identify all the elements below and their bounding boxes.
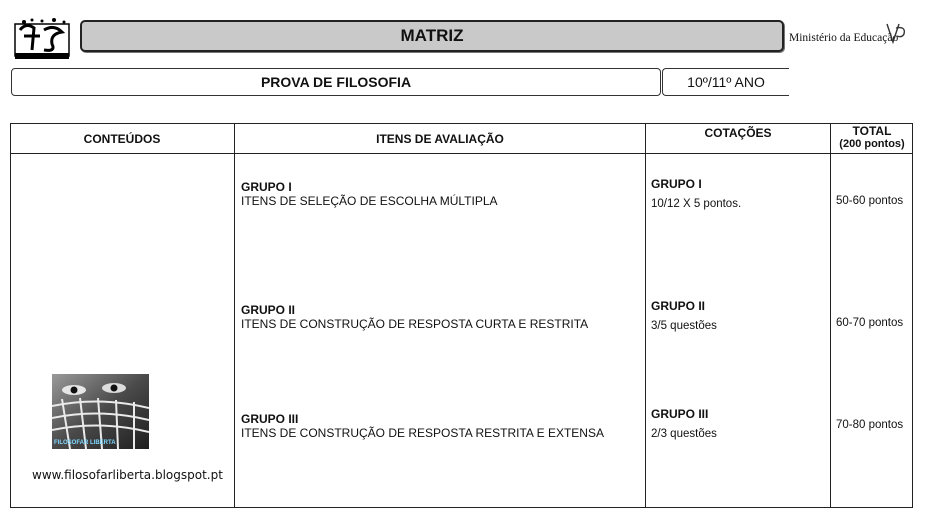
group-1-cotacao-label: GRUPO I: [651, 177, 702, 191]
header-itens: ITENS DE AVALIAÇÃO: [376, 132, 504, 146]
group-2-cotacao-value: 3/5 questões: [651, 320, 717, 332]
column-divider: [830, 123, 831, 508]
group-3-total: 70-80 pontos: [836, 419, 904, 431]
group-3-name: GRUPO III: [241, 412, 299, 426]
website-url: www.filosofarliberta.blogspot.pt: [32, 468, 223, 482]
group-1-description: ITENS DE SELEÇÃO DE ESCOLHA MÚLTIPLA: [241, 194, 498, 208]
group-3-cotacao-label: GRUPO III: [651, 407, 709, 421]
group-2-item: [241, 303, 588, 331]
exam-subject: PROVA DE FILOSOFIA: [11, 68, 661, 96]
group-2-cotacao-label: GRUPO II: [651, 299, 706, 313]
header-total-label: TOTAL: [852, 124, 892, 138]
group-1-item: [241, 180, 498, 208]
group-1-name: GRUPO I: [241, 180, 292, 194]
page-title: MATRIZ: [80, 20, 784, 52]
column-divider: [645, 123, 646, 508]
group-3-description: ITENS DE CONSTRUÇÃO DE RESPOSTA RESTRITA E EXTENSA: [241, 426, 604, 440]
ministry-emblem-icon: [884, 20, 908, 48]
group-1-total: 50-60 pontos: [836, 195, 904, 207]
school-logo: [14, 16, 72, 62]
group-3-cotacao-value: 2/3 questões: [651, 428, 717, 440]
header-total: [831, 125, 913, 151]
header-total-sub: (200 pontos): [839, 138, 905, 150]
column-divider: [234, 123, 235, 508]
group-3-item: [241, 412, 604, 440]
group-3-cotacao: [651, 404, 717, 444]
header-conteudos: CONTEÚDOS: [83, 132, 161, 146]
group-1-cotacao-value: 10/12 X 5 pontos.: [651, 198, 742, 210]
blog-image: [52, 374, 149, 449]
school-year: 10º/11º ANO: [662, 68, 789, 96]
group-1-cotacao: [651, 174, 741, 214]
header-divider: [10, 153, 913, 154]
face-cage-image: [52, 374, 149, 449]
group-2-total: 60-70 pontos: [836, 317, 904, 329]
image-caption: FILOSOFAR LIBERTA: [54, 440, 116, 446]
header-cotacoes: COTAÇÕES: [704, 126, 772, 140]
group-2-name: GRUPO II: [241, 303, 296, 317]
ministry-name: Ministério da Educação: [789, 32, 899, 44]
group-2-description: ITENS DE CONSTRUÇÃO DE RESPOSTA CURTA E RESTRITA: [241, 317, 589, 331]
ministry-logo: [788, 22, 928, 52]
group-2-cotacao: [651, 296, 717, 336]
